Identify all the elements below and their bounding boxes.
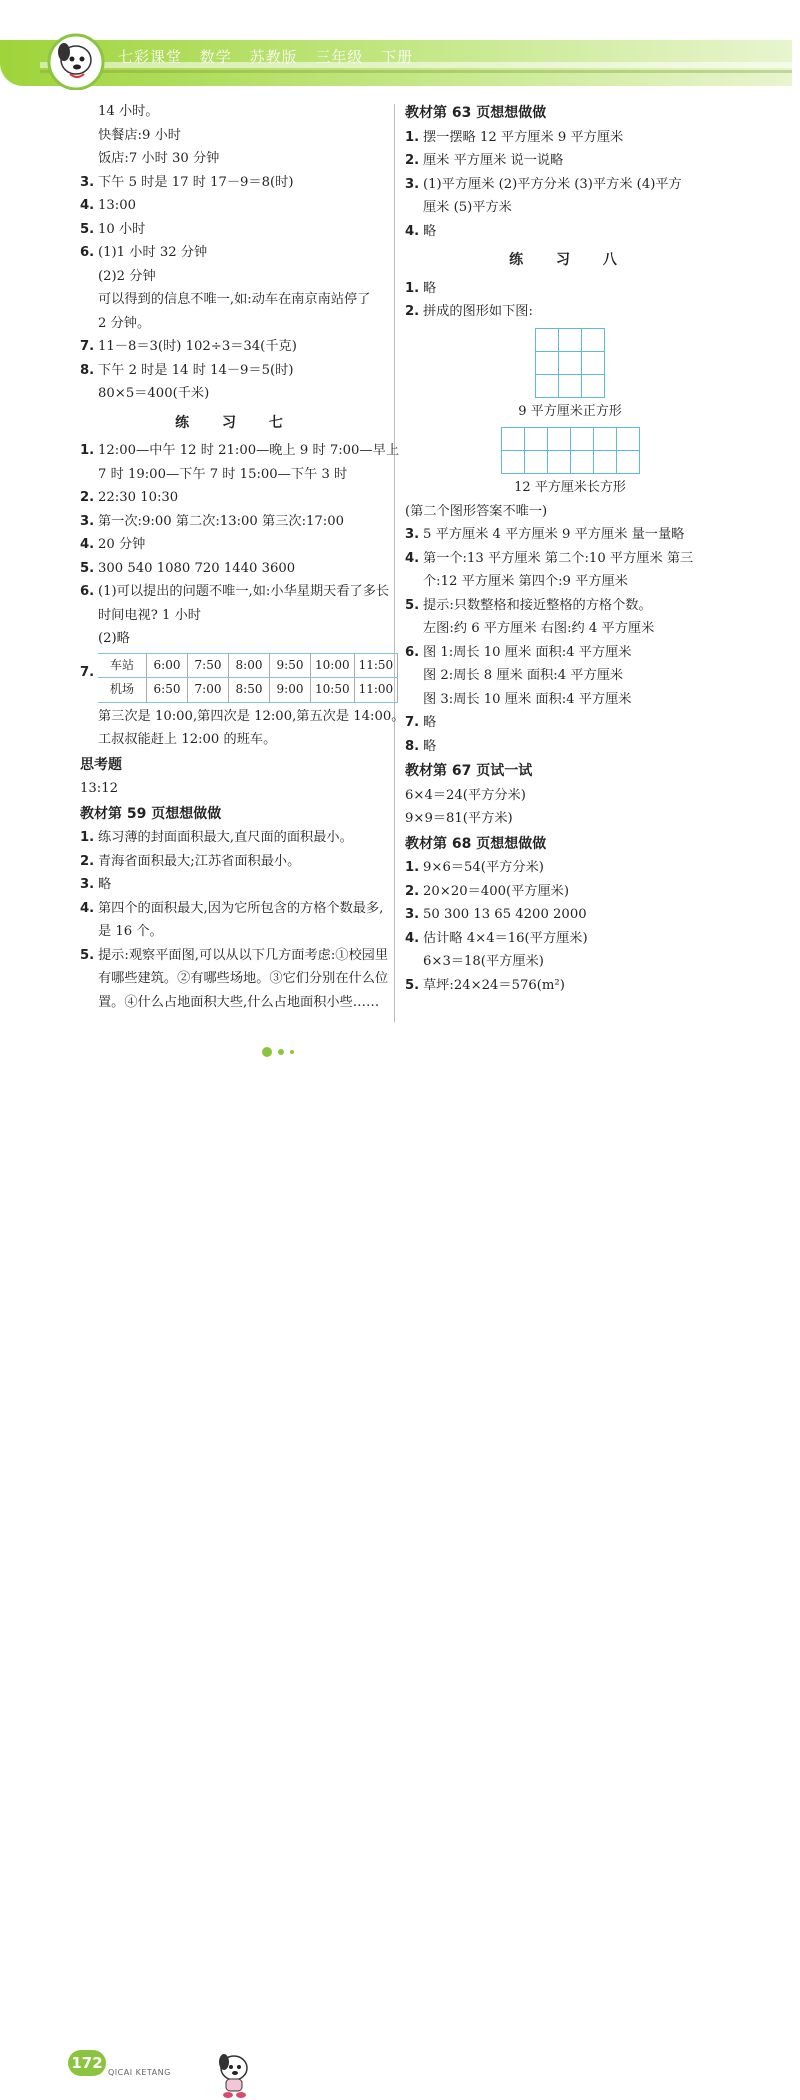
item-number: 3. [405, 176, 420, 192]
answer-list-p68 [405, 856, 735, 997]
item-text: 略 [423, 715, 437, 730]
decor-dot [262, 1047, 272, 1057]
item-number: 3. [80, 513, 95, 529]
answer-line [80, 873, 392, 897]
item-number: 4. [80, 900, 95, 916]
answer-line [80, 920, 392, 944]
item-text: 9×6＝54(平方分米) [423, 860, 544, 875]
item-number: 5. [405, 597, 420, 613]
item-text: 略 [423, 280, 437, 296]
item-text: 300 540 1080 720 1440 3600 [98, 560, 296, 576]
answer-line [80, 486, 392, 510]
answer-list-ex7-after [80, 705, 405, 752]
answer-line [80, 335, 392, 359]
item-text: (1)可以提出的问题不唯一,如:小华星期天看了多长 [98, 584, 390, 599]
answer-line [80, 944, 392, 968]
schedule-cell: 6:50 [147, 678, 188, 703]
item-text: 厘米 (5)平方米 [423, 200, 512, 215]
item-text: 青海省面积最大;江苏省面积最小。 [98, 853, 301, 869]
section-title-p67: 教材第 67 页试一试 [405, 763, 533, 779]
answer-line [80, 359, 392, 383]
answer-line [80, 510, 392, 534]
page-header [0, 0, 800, 95]
answer-line [405, 641, 735, 665]
item-text: (2)略 [98, 631, 130, 646]
answer-line [80, 241, 392, 265]
answer-line [80, 265, 392, 289]
section-title-p59: 教材第 59 页想想做做 [80, 805, 222, 822]
schedule-cell: 10:50 [311, 678, 355, 703]
item-number: 8. [405, 738, 420, 754]
item-text: 第一个:13 平方厘米 第二个:10 平方厘米 第三 [423, 550, 694, 566]
header-stripe-dark [40, 70, 792, 73]
answer-line [80, 557, 392, 581]
item-text: 下午 5 时是 17 时 17－9＝8(时) [98, 174, 294, 190]
answer-line [405, 807, 735, 831]
answer-list-ex8-a [405, 277, 735, 324]
answer-line [80, 604, 392, 628]
item-text: 摆一摆略 12 平方厘米 9 平方厘米 [423, 129, 624, 145]
answer-line [405, 196, 735, 220]
answer-line [405, 149, 735, 173]
answer-line [405, 927, 735, 951]
item-number: 2. [405, 304, 420, 319]
schedule-block [80, 653, 392, 703]
left-column [80, 100, 405, 1014]
header-grade: 三年级 [315, 48, 364, 66]
item-text: 2 分钟。 [98, 315, 151, 331]
item-number: 5. [80, 221, 95, 237]
answer-line [80, 439, 400, 463]
item-number: 2. [80, 490, 95, 505]
schedule-cell: 8:50 [229, 678, 270, 703]
answer-line [80, 705, 405, 729]
item-text: 可以得到的信息不唯一,如:动车在南京南站停了 [98, 292, 371, 307]
answer-line [405, 974, 735, 998]
answer-line [405, 950, 735, 974]
answer-line [405, 277, 735, 301]
item-text: 22:30 10:30 [98, 490, 179, 505]
item-text: 20×20＝400(平方厘米) [423, 883, 570, 899]
answer-line [80, 288, 392, 312]
item-number: 7. [80, 339, 95, 354]
schedule-label: 机场 [98, 678, 147, 703]
section-title-ex8: 练 习 八 [509, 252, 631, 268]
answer-line [80, 728, 392, 752]
mascot-icon [210, 2048, 258, 2100]
schedule-cell: 9:50 [270, 653, 311, 678]
answer-line [80, 463, 392, 487]
item-text: 50 300 13 65 4200 2000 [423, 907, 587, 922]
answer-line [80, 312, 392, 336]
answer-line [405, 664, 735, 688]
page-footer [0, 1020, 800, 2077]
decor-dot [290, 1050, 294, 1054]
answer-list-ex8-b [405, 500, 735, 759]
answer-line [405, 688, 735, 712]
answer-line [80, 826, 392, 850]
item-text: 置。④什么占地面积大些,什么占地面积小些…… [98, 994, 380, 1010]
item-number: 6. [80, 584, 95, 599]
footer-brand: QICAI KETANG [108, 2068, 171, 2077]
item-number: 7. [405, 715, 420, 730]
answer-line [80, 627, 392, 651]
item-text: 20 分钟 [98, 537, 146, 552]
item-text: 略 [423, 738, 437, 754]
item-text: 6×4＝24(平方分米) [405, 787, 526, 803]
item-text: 快餐店:9 小时 [98, 127, 181, 143]
schedule-cell: 6:00 [147, 653, 188, 678]
answer-line [80, 991, 392, 1015]
answer-line [405, 220, 735, 244]
answer-line [80, 100, 392, 124]
item-number: 1. [80, 443, 95, 458]
item-number: 6. [405, 644, 420, 660]
item-text: 11－8＝3(时) 102÷3＝34(千克) [98, 339, 297, 354]
item-text: 80×5＝400(千米) [98, 386, 210, 401]
item-text: (1)平方厘米 (2)平方分米 (3)平方米 (4)平方 [423, 176, 682, 192]
item-text: 略 [423, 223, 437, 239]
right-column [405, 100, 735, 997]
item-text: 是 16 个。 [98, 924, 163, 939]
answer-list-p67 [405, 784, 735, 831]
answer-line [405, 300, 735, 324]
item-number: 4. [405, 930, 420, 946]
item-number: 1. [405, 280, 420, 296]
item-number: 3. [80, 877, 95, 892]
item-number: 4. [405, 223, 420, 239]
section-title-think: 思考题 [80, 756, 122, 773]
header-term: 下册 [381, 48, 414, 66]
column-divider [394, 104, 395, 1022]
item-text: 略 [98, 877, 112, 892]
answer-line [405, 903, 735, 927]
item-text: 草坪:24×24＝576(m²) [423, 977, 565, 993]
item-text: 第四个的面积最大,因为它所包含的方格个数最多, [98, 900, 384, 916]
answer-line [405, 523, 735, 547]
item-text: 13:00 [98, 198, 137, 213]
think-answer: 13:12 [80, 781, 119, 796]
answer-list-p63 [405, 126, 735, 244]
header-subject: 数学 [199, 48, 232, 66]
answer-line [405, 711, 735, 735]
answer-line [80, 897, 392, 921]
item-text: 估计略 4×4＝16(平方厘米) [423, 930, 588, 946]
answer-line [405, 617, 735, 641]
item-number: 4. [80, 198, 95, 213]
item-number: 1. [80, 830, 95, 845]
section-title-ex7: 练 习 七 [175, 414, 297, 431]
answer-line [405, 500, 735, 524]
answer-line [80, 124, 392, 148]
schedule-row-station [98, 653, 398, 678]
item-text: 左图:约 6 平方厘米 右图:约 4 平方厘米 [423, 621, 655, 636]
answer-line [80, 850, 392, 874]
answer-line [80, 171, 392, 195]
schedule-row-airport [98, 678, 398, 703]
section-title-p63: 教材第 63 页想想做做 [405, 105, 547, 121]
item-number: 5. [80, 560, 95, 576]
answer-line [80, 147, 392, 171]
answer-list-ex7 [80, 439, 400, 651]
item-number: 6. [80, 245, 95, 260]
answer-line [80, 194, 392, 218]
item-text: 7 时 19:00—下午 7 时 15:00—下午 3 时 [98, 466, 348, 482]
item-text: 图 3:周长 10 厘米 面积:4 平方厘米 [423, 691, 632, 707]
item-text: 图 2:周长 8 厘米 面积:4 平方厘米 [423, 668, 624, 683]
item-number: 5. [80, 947, 95, 963]
answer-line [405, 173, 735, 197]
item-number: 3. [405, 527, 420, 542]
schedule-cell: 11:00 [354, 678, 398, 703]
item-number: 1. [405, 860, 420, 875]
answer-line [80, 580, 392, 604]
item-number: 5. [405, 977, 420, 993]
item-text: 10 小时 [98, 221, 146, 237]
figure-caption-square: 9 平方厘米正方形 [518, 403, 622, 419]
square-grid-figure [535, 328, 605, 398]
schedule-label: 车站 [98, 653, 147, 678]
answer-list-top [80, 100, 392, 406]
item-number: 2. [80, 853, 95, 869]
answer-line [405, 880, 735, 904]
answer-line [405, 856, 735, 880]
answer-line [405, 547, 735, 571]
answer-list-p59 [80, 826, 392, 1014]
item-text: 图 1:周长 10 厘米 面积:4 平方厘米 [423, 644, 632, 660]
item-text: 6×3＝18(平方厘米) [423, 954, 544, 969]
answer-line [405, 735, 735, 759]
answer-line [80, 218, 392, 242]
page-number: 172 [68, 2050, 106, 2076]
section-title-p68: 教材第 68 页想想做做 [405, 835, 547, 852]
item-number: 3. [80, 174, 95, 190]
item-number: 1. [405, 129, 420, 145]
item-text: (第二个图形答案不唯一) [405, 503, 548, 519]
item-text: 提示:观察平面图,可以从以下几方面考虑:①校园里 [98, 947, 389, 963]
item-text: 14 小时。 [98, 104, 159, 119]
decor-dot [278, 1049, 284, 1055]
item-number: 2. [405, 883, 420, 899]
schedule-cell: 9:00 [270, 678, 311, 703]
schedule-cell: 10:00 [311, 653, 355, 678]
item-text: 第一次:9:00 第二次:13:00 第三次:17:00 [98, 513, 345, 529]
schedule-cell: 7:50 [188, 653, 229, 678]
item-text: 饭店:7 小时 30 分钟 [98, 151, 220, 166]
header-title [118, 46, 425, 67]
figure-caption-rectangle: 12 平方厘米长方形 [514, 480, 626, 495]
schedule-cell: 8:00 [229, 653, 270, 678]
mascot-icon [42, 30, 110, 90]
item-number: 3. [405, 907, 420, 922]
item-number: 4. [405, 550, 420, 566]
item-text: 拼成的图形如下图: [423, 304, 533, 319]
answer-line [80, 967, 392, 991]
item-text: 工叔叔能赶上 12:00 的班车。 [98, 732, 277, 747]
item-text: 练习薄的封面面积最大,直尺面的面积最小。 [98, 830, 353, 845]
item-text: 5 平方厘米 4 平方厘米 9 平方厘米 量一量略 [423, 527, 685, 542]
item-text: 第三次是 10:00,第四次是 12:00,第五次是 14:00。 [98, 708, 405, 724]
item-text: 有哪些建筑。②有哪些场地。③它们分别在什么位 [98, 971, 389, 986]
answer-line [80, 533, 392, 557]
answer-line [405, 784, 735, 808]
item-number: 2. [405, 153, 420, 168]
schedule-cell: 7:00 [188, 678, 229, 703]
schedule-table [98, 653, 398, 703]
rectangle-grid-figure [501, 427, 640, 474]
item-number: 4. [80, 537, 95, 552]
item-text: 个:12 平方厘米 第四个:9 平方厘米 [423, 574, 628, 589]
header-edition: 苏教版 [249, 48, 298, 66]
answer-line [405, 570, 735, 594]
item-text: 厘米 平方厘米 说一说略 [423, 153, 564, 168]
schedule-cell: 11:50 [354, 653, 398, 678]
item-number: 8. [80, 362, 95, 378]
item-text: 9×9＝81(平方米) [405, 811, 513, 826]
item-text: 时间电视? 1 小时 [98, 607, 201, 623]
answer-line [80, 382, 392, 406]
item-text: 12:00—中午 12 时 21:00—晚上 9 时 7:00—早上 [98, 443, 400, 458]
answer-line [405, 126, 735, 150]
item-text: (2)2 分钟 [98, 268, 156, 284]
item-number: 7. [80, 664, 95, 680]
item-text: (1)1 小时 32 分钟 [98, 245, 208, 260]
item-text: 下午 2 时是 14 时 14－9＝5(时) [98, 362, 294, 378]
header-brand: 七彩课堂 [118, 48, 183, 66]
answer-line [405, 594, 735, 618]
item-text: 提示:只数整格和接近整格的方格个数。 [423, 597, 652, 613]
